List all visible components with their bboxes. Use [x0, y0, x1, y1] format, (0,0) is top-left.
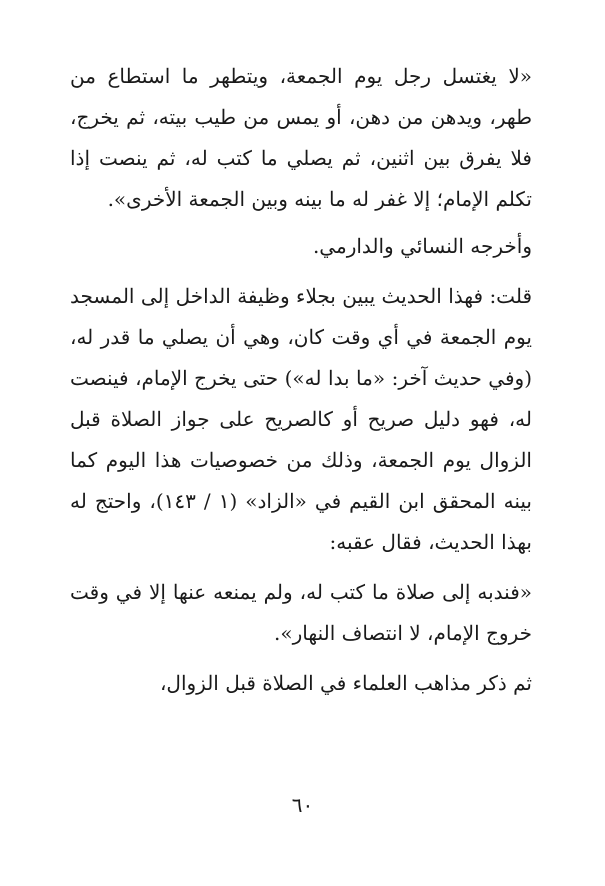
page-body — [70, 56, 532, 704]
commentary-paragraph: قلت: فهذا الحديث يبين بجلاء وظيفة الداخل إلى المسجد يوم الجمعة في أي وقت كان، وهي أن يصلي ما قدر له، (وفي حديث آخر: «ما بدا له») حتى يخرج الإمام، فينصت له، فهو دليل صريح أو كالصريح على جواز الصلاة قبل الزوال يوم الجمعة، وذلك من خصوصيات هذا اليوم كما بينه المحقق ابن القيم في «الزاد» (١ / ١٤٣)، واحتج له بهذا الحديث، فقال عقبه: — [70, 284, 532, 554]
source-attribution-paragraph: وأخرجه النسائي والدارمي. — [312, 234, 532, 258]
quoted-explanation-paragraph: «فندبه إلى صلاة ما كتب له، ولم يمنعه عنها إلا في وقت خروج الإمام، لا انتصاف النهار». — [70, 580, 532, 645]
hadith-quote-paragraph: «لا يغتسل رجل يوم الجمعة، ويتطهر ما استطاع من طهر، ويدهن من دهن، أو يمس من طيب بيته، ثم يخرج، فلا يفرق بين اثنين، ثم يصلي ما كتب له، ثم ينصت إذا تكلم الإمام؛ إلا غفر له ما بينه وبين الجمعة الأخرى». — [70, 64, 532, 211]
continuation-paragraph: ثم ذكر مذاهب العلماء في الصلاة قبل الزوال، — [159, 671, 532, 695]
page-number: ٦٠ — [291, 793, 314, 817]
